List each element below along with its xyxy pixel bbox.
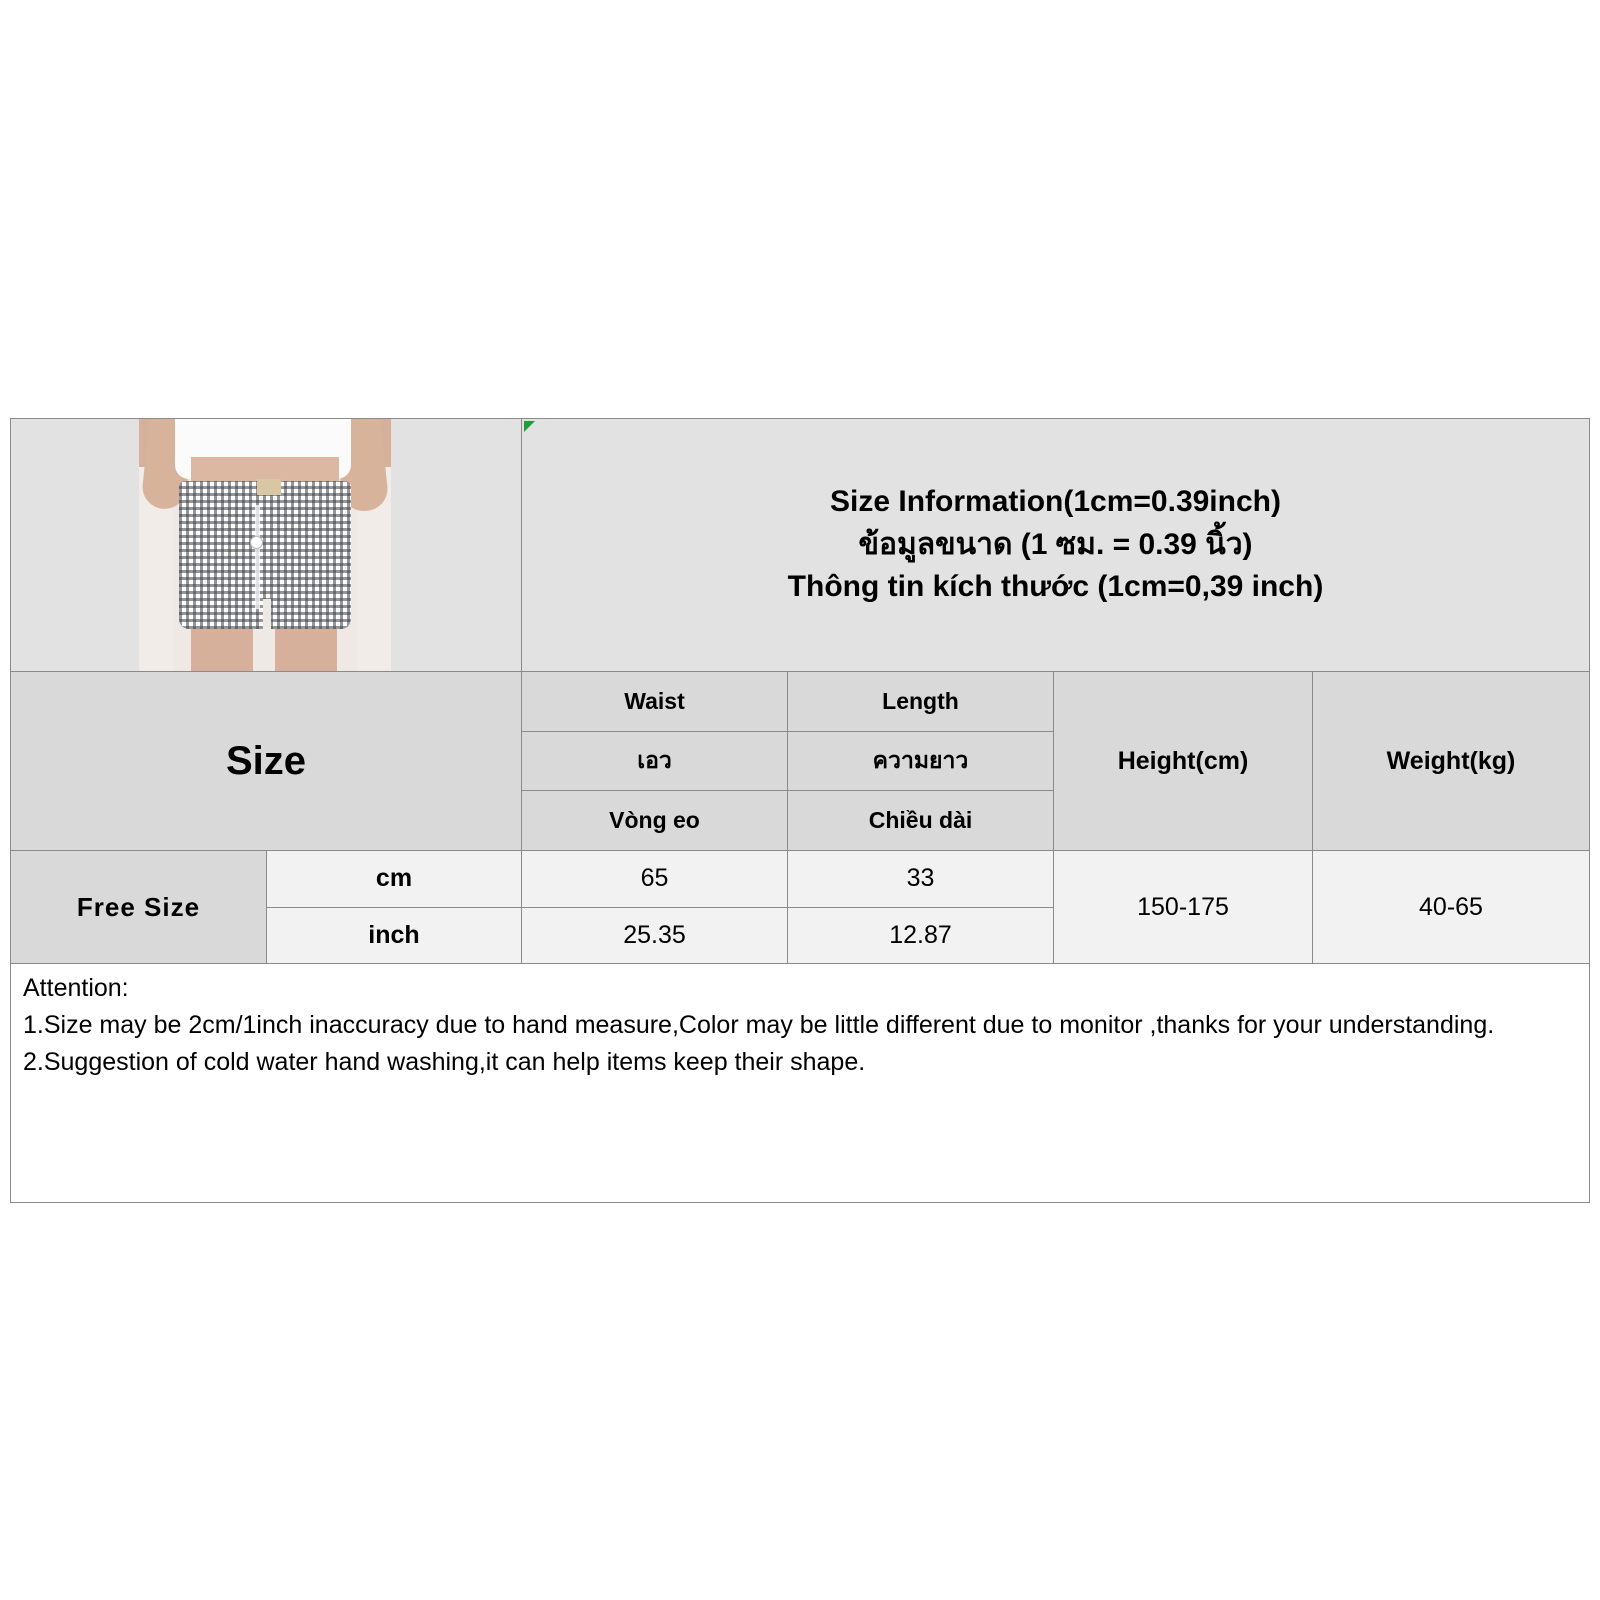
row-weight-value: 40-65 [1313, 851, 1589, 963]
header-waist-th: เอว [522, 732, 787, 792]
attention-line-2: 2.Suggestion of cold water hand washing,it can help items keep their shape. [23, 1048, 866, 1076]
row-size-label: Free Size [11, 851, 267, 963]
row-length-values [788, 851, 1054, 963]
length-cm: 33 [788, 851, 1053, 908]
title-cell [522, 419, 1589, 671]
attention-heading: Attention: [23, 974, 129, 1002]
unit-inch: inch [267, 908, 521, 964]
shorts-button [251, 537, 262, 548]
title-block [788, 481, 1324, 609]
length-inch: 12.87 [788, 908, 1053, 964]
header-height: Height(cm) [1054, 672, 1313, 850]
header-length-vi: Chiều dài [788, 791, 1053, 850]
header-length-th: ความยาว [788, 732, 1053, 792]
shorts-leg-split [263, 599, 271, 631]
shorts-fly [255, 505, 260, 609]
title-line-english: Size Information(1cm=0.39inch) [830, 485, 1281, 519]
product-photo [139, 419, 391, 671]
header-weight: Weight(kg) [1313, 672, 1589, 850]
unit-cm: cm [267, 851, 521, 908]
row-units [267, 851, 522, 963]
header-length-group [788, 672, 1054, 850]
header-waist-vi: Vòng eo [522, 791, 787, 850]
table-row [11, 851, 1589, 964]
row-waist-values [522, 851, 788, 963]
header-length-en: Length [788, 672, 1053, 732]
title-line-thai: ข้อมูลขนาด (1 ซม. = 0.39 นิ้ว) [858, 527, 1253, 561]
header-waist-group [522, 672, 788, 850]
top-band [11, 419, 1589, 672]
product-photo-cell [11, 419, 522, 671]
header-size: Size [11, 672, 522, 850]
row-height-value: 150-175 [1054, 851, 1313, 963]
shorts-label-tag [257, 479, 281, 495]
attention-line-1: 1.Size may be 2cm/1inch inaccuracy due to hand measure,Color may be little different due to monitor ,thanks for your understanding. [23, 1011, 1495, 1039]
size-chart-sheet [10, 418, 1590, 1203]
waist-cm: 65 [522, 851, 787, 908]
green-corner-marker [524, 421, 535, 432]
table-header-row [11, 672, 1589, 851]
header-waist-en: Waist [522, 672, 787, 732]
waist-inch: 25.35 [522, 908, 787, 964]
attention-block [11, 964, 1589, 1202]
title-line-vietnamese: Thông tin kích thước (1cm=0,39 inch) [787, 570, 1324, 604]
